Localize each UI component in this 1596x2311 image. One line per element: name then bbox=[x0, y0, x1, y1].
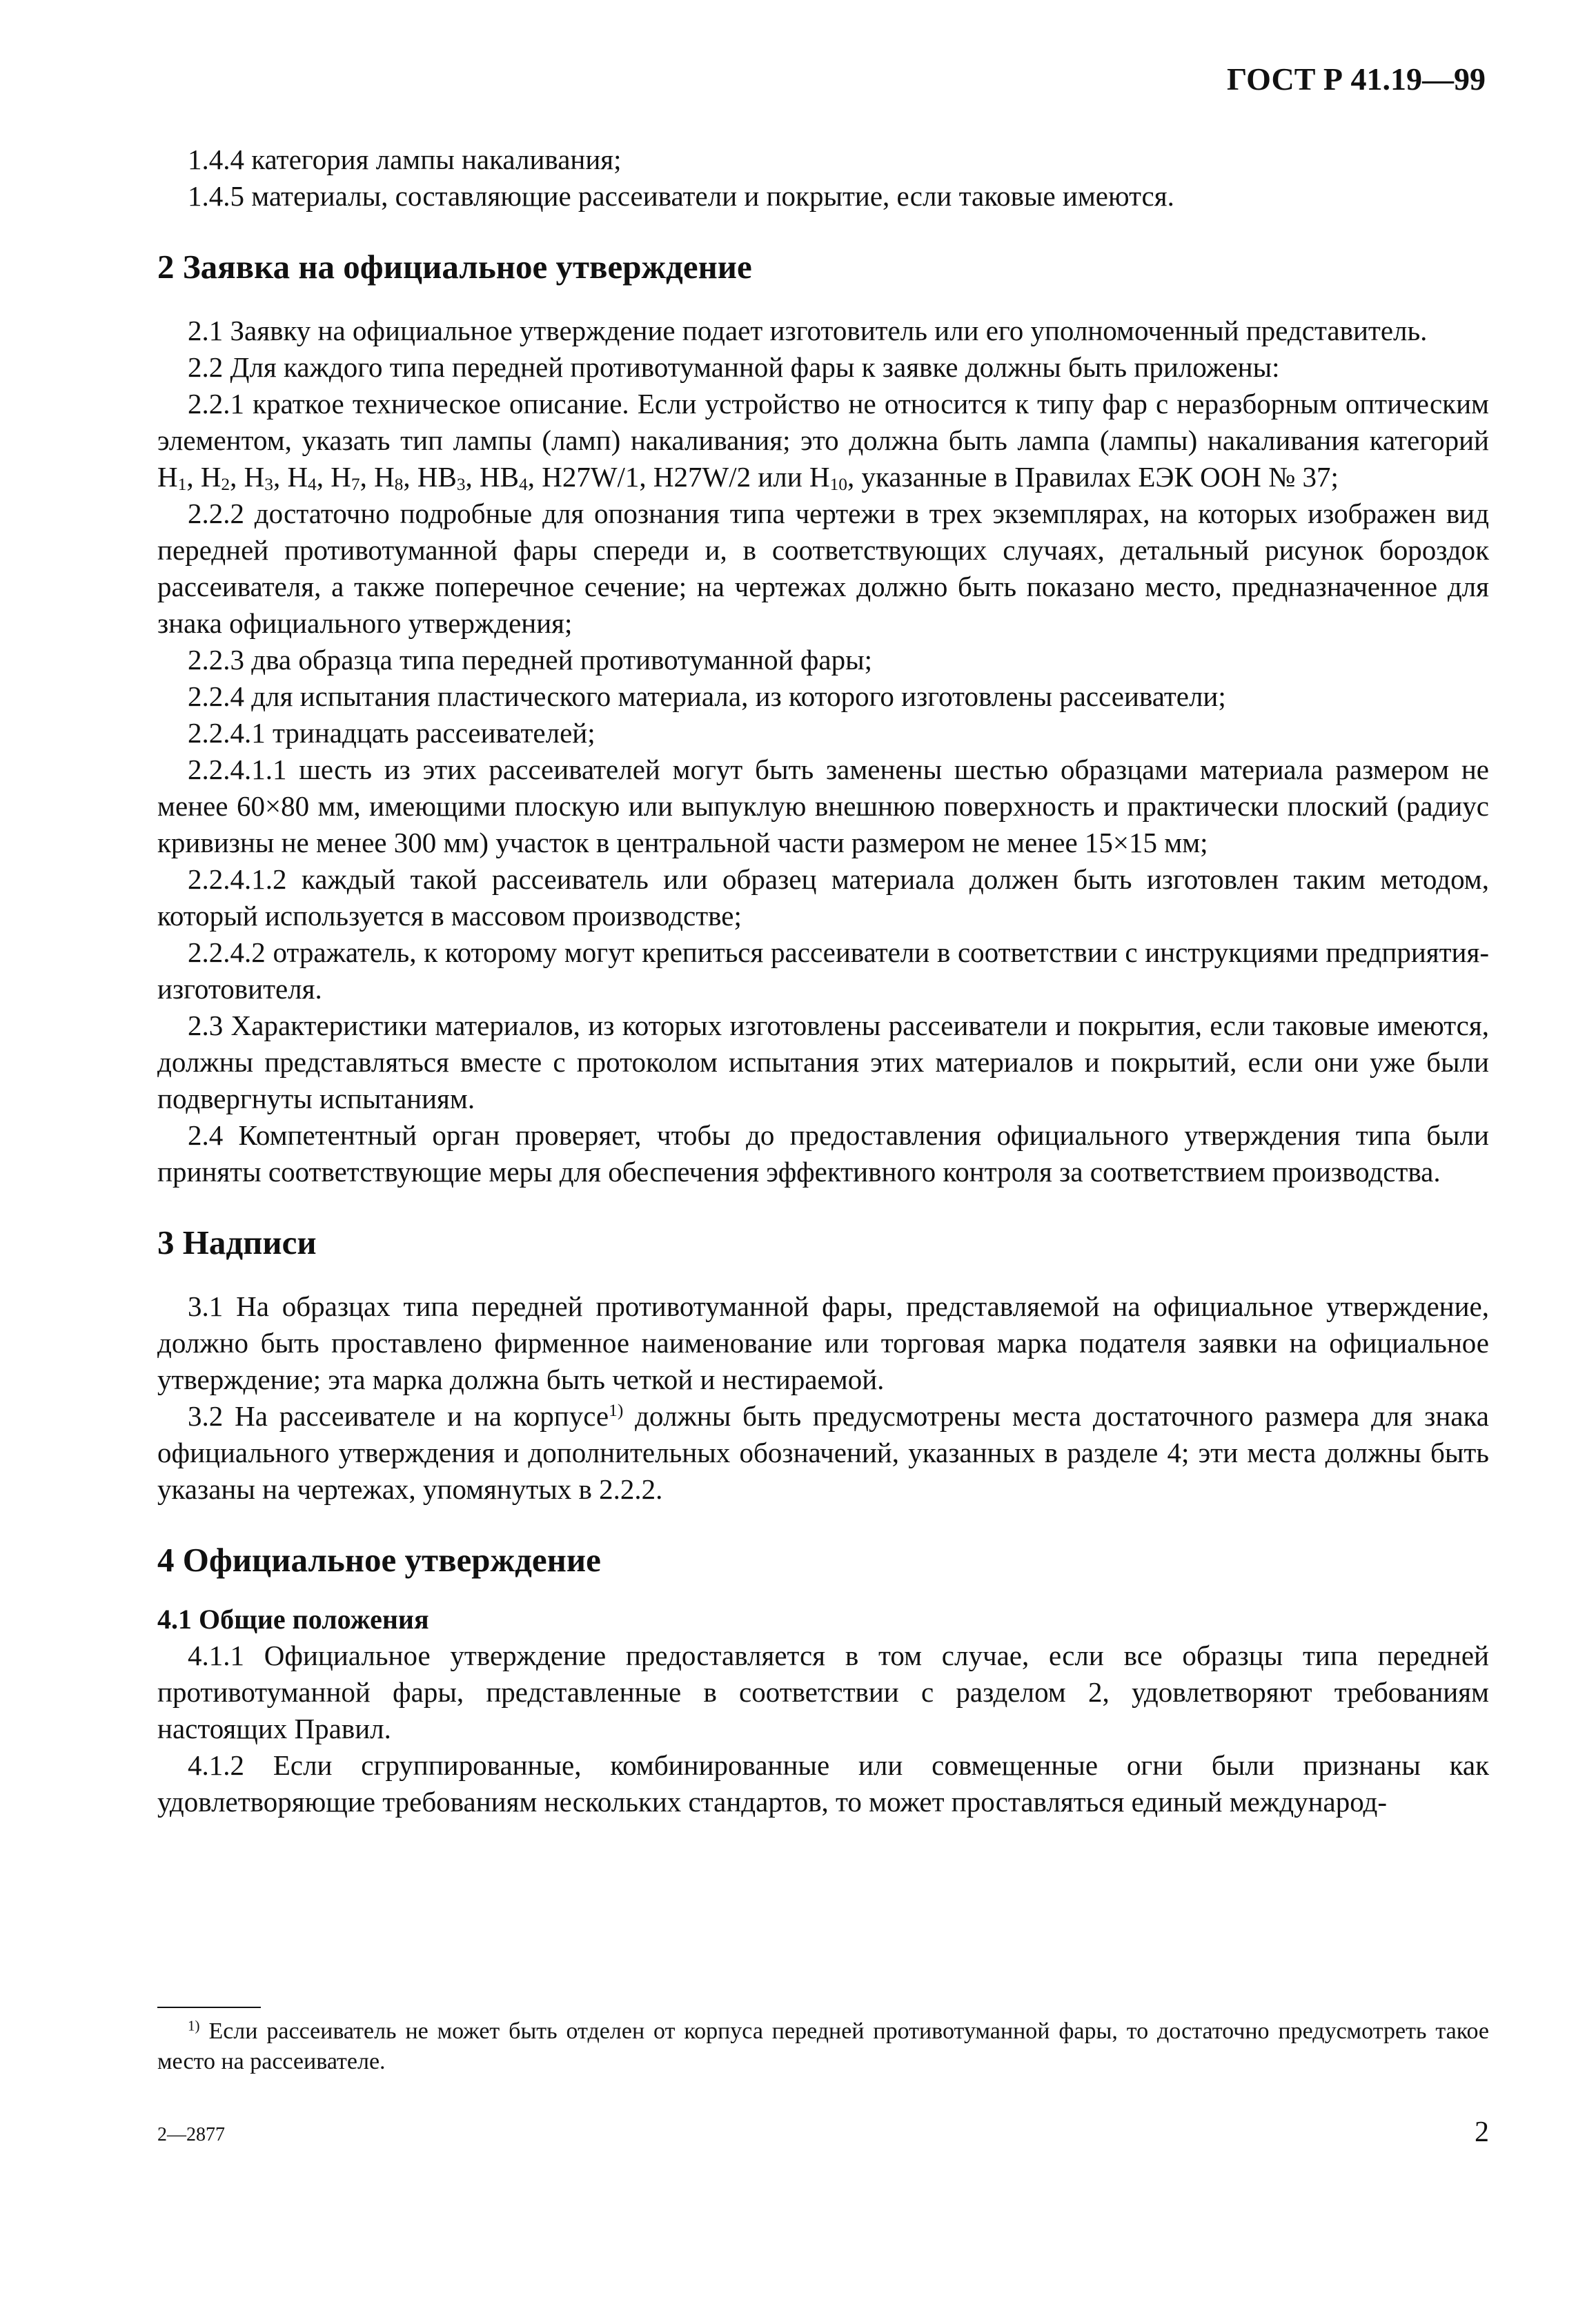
paragraph-2-2-4-1-2: 2.2.4.1.2 каждый такой рассеиватель или образец материала должен быть изготовлен таким методом, который используется в массовом производстве; bbox=[157, 863, 1489, 932]
section-4-heading: 4 Официальное утверждение bbox=[157, 1541, 601, 1579]
paragraph-1-4-5: 1.4.5 материалы, составляющие рассеиватели и покрытие, если таковые имеются. bbox=[188, 180, 1174, 212]
paragraph-2-2-3: 2.2.3 два образца типа передней противотуманной фары; bbox=[188, 644, 873, 676]
paragraph-2-2-4-1-1: 2.2.4.1.1 шесть из этих рассеивателей могут быть заменены шестью образцами материала размером не менее 60×80 мм, имеющими плоскую или выпуклую внешнюю поверхность и практически плоский (радиус кривизны не менее 300 мм) участок в центральной части размером не менее 15×15 мм; bbox=[157, 754, 1489, 858]
paragraph-2-2-4: 2.2.4 для испытания пластического материала, из которого изготовлены рассеиватели; bbox=[188, 680, 1226, 712]
footnote-reference: 1) bbox=[609, 1401, 624, 1421]
footnote-text: $^{1)}$ Если рассеиватель не может быть отделен от корпуса передней противотуманной фары, то достаточно предусмотреть такое место на рассеивателе. bbox=[157, 2017, 1489, 2074]
paragraph-2-1: 2.1 Заявку на официальное утверждение подает изготовитель или его уполномоченный представитель. bbox=[188, 315, 1428, 346]
subsection-4-1-heading: 4.1 Общие положения bbox=[157, 1604, 429, 1635]
paragraph-2-2: 2.2 Для каждого типа передней противотуманной фары к заявке должны быть приложены: bbox=[188, 351, 1280, 383]
footnote-divider bbox=[157, 2007, 261, 2008]
section-3-heading: 3 Надписи bbox=[157, 1223, 317, 1261]
footnote-marker: 1) bbox=[188, 2017, 200, 2034]
print-code: 2—2877 bbox=[157, 2124, 225, 2145]
paragraph-2-2-2: 2.2.2 достаточно подробные для опознания типа чертежи в трех экземплярах, на которых изображен вид передней противотуманной фары спереди и, в соответствующих случаях, детальный рисунок бороздок рассеивателя, а также поперечное сечение; на чертежах должно быть показано место, предназначенное для знака официального утверждения; bbox=[157, 498, 1489, 639]
footnote bbox=[157, 2016, 1489, 2077]
paragraph-2-2-4-2: 2.2.4.2 отражатель, к которому могут крепиться рассеиватели в соответствии с инструкциями предприятия-изготовителя. bbox=[157, 936, 1489, 1005]
paragraph-2-2-4-1: 2.2.4.1 тринадцать рассеивателей; bbox=[188, 717, 595, 749]
paragraph-3-2: 3.2 На рассеивателе и на корпусе$^{1)}$ должны быть предусмотрены места достаточного размера для знака официального утверждения и дополнительных обозначений, указанных в разделе 4; эти места должны быть указаны на чертежах, упомянутых в 2.2.2. bbox=[157, 1400, 1489, 1505]
paragraph-2-2-1: 2.2.1 краткое техническое описание. Если устройство не относится к типу фар с неразборным оптическим элементом, указать тип лампы (ламп) накаливания; это должна быть лампа (лампы) накаливания категорий H1, H2, H3, H4, H7, H8, HB3, HB4, H27W/1, H27W/2 или H10, указанные в Правилах ЕЭК ООН № 37; bbox=[157, 388, 1489, 495]
document-header: ГОСТ Р 41.19—99 bbox=[1227, 61, 1486, 97]
paragraph-2-3: 2.3 Характеристики материалов, из которых изготовлены рассеиватели и покрытия, если таковые имеются, должны представляться вместе с протоколом испытания этих материалов и покрытий, если они уже были подвергнуты испытаниям. bbox=[157, 1010, 1489, 1114]
paragraph-4-1-2: 4.1.2 Если сгруппированные, комбинированные или совмещенные огни были признаны как удовлетворяющие требованиям нескольких стандартов, то может проставляться единый международ- bbox=[157, 1749, 1489, 1818]
paragraph-4-1-1: 4.1.1 Официальное утверждение предоставляется в том случае, если все образцы типа передней противотуманной фары, представленные в соответствии с разделом 2, удовлетворяют требованиям настоящих Правил. bbox=[157, 1640, 1489, 1744]
page-body bbox=[157, 141, 1489, 1820]
page-number: 2 bbox=[1475, 2116, 1489, 2148]
section-2-heading: 2 Заявка на официальное утверждение bbox=[157, 248, 752, 286]
paragraph-1-4-4: 1.4.4 категория лампы накаливания; bbox=[188, 144, 622, 175]
paragraph-3-1: 3.1 На образцах типа передней противотуманной фары, представляемой на официальное утверждение, должно быть проставлено фирменное наименование или торговая марка подателя заявки на официальное утверждение; эта марка должна быть четкой и нестираемой. bbox=[157, 1290, 1489, 1395]
paragraph-2-4: 2.4 Компетентный орган проверяет, чтобы до предоставления официального утверждения типа были приняты соответствующие меры для обеспечения эффективного контроля за соответствием производства. bbox=[157, 1119, 1489, 1188]
